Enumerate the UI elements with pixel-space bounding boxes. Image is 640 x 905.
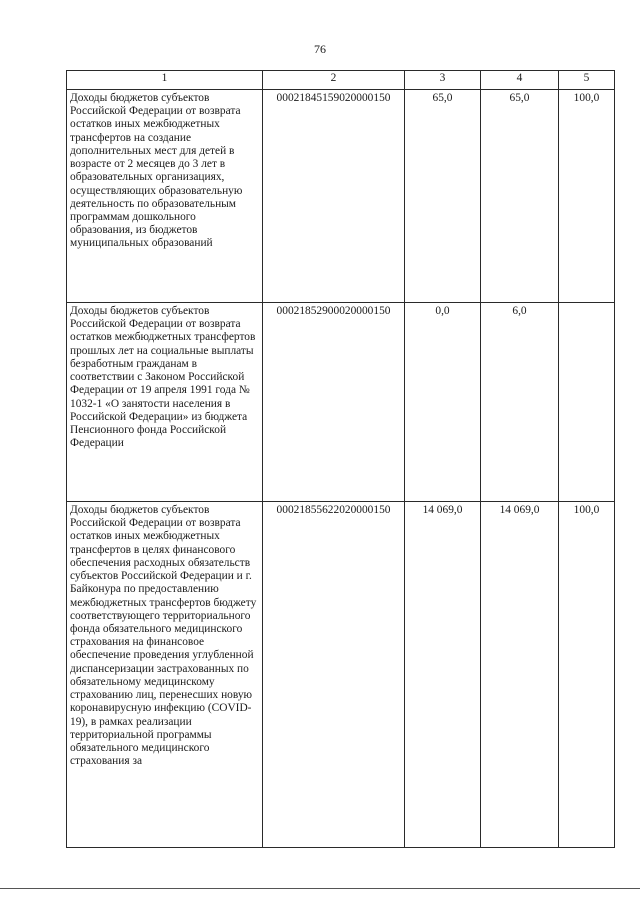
table-header-row (67, 71, 615, 90)
value-col3-cell: 65,0 (405, 90, 481, 303)
header-col-1: 1 (67, 71, 263, 90)
budget-code-cell: 00021845159020000150 (263, 90, 405, 303)
value-col5-cell: 100,0 (559, 90, 615, 303)
value-col5-cell (559, 303, 615, 502)
table-row (67, 303, 615, 502)
budget-revenue-table (66, 70, 615, 848)
value-col4-cell: 6,0 (481, 303, 559, 502)
value-col5-cell: 100,0 (559, 502, 615, 848)
page-number: 76 (314, 42, 326, 56)
header-col-3: 3 (405, 71, 481, 90)
budget-code-cell: 00021852900020000150 (263, 303, 405, 502)
header-col-5: 5 (559, 71, 615, 90)
revenue-name-cell: Доходы бюджетов субъектов Российской Федерации от возврата остатков иных межбюджетных трансфертов в целях финансового обеспечения расходных обязательств субъектов Российской Федерации и г. Байконура по предоставлению межбюджетных трансфертов бюджету соответствующего территориального фонда обязательного медицинского страхования на финансовое обеспечение проведения углубленной диспансеризации застрахованных по обязательному медицинскому страхованию лиц, перенесших новую коронавирусную инфекцию (COVID-19), в рамках реализации территориальной программы обязательного медицинского страхования за (67, 502, 263, 848)
value-col3-cell: 0,0 (405, 303, 481, 502)
revenue-name-cell: Доходы бюджетов субъектов Российской Федерации от возврата остатков иных межбюджетных трансфертов на создание дополнительных мест для детей в возрасте от 2 месяцев до 3 лет в образовательных организациях, осуществляющих образовательную деятельность по образовательным программам дошкольного образования, из бюджетов муниципальных образований (67, 90, 263, 303)
table-row (67, 90, 615, 303)
budget-code-cell: 00021855622020000150 (263, 502, 405, 848)
value-col3-cell: 14 069,0 (405, 502, 481, 848)
revenue-name-cell: Доходы бюджетов субъектов Российской Федерации от возврата остатков межбюджетных трансфертов прошлых лет на социальные выплаты безработным гражданам в соответствии с Законом Российской Федерации от 19 апреля 1991 года № 1032-1 «О занятости населения в Российской Федерации» из бюджета Пенсионного фонда Российской Федерации (67, 303, 263, 502)
scan-bottom-edge (0, 888, 640, 889)
value-col4-cell: 65,0 (481, 90, 559, 303)
header-col-4: 4 (481, 71, 559, 90)
header-col-2: 2 (263, 71, 405, 90)
value-col4-cell: 14 069,0 (481, 502, 559, 848)
table-row (67, 502, 615, 848)
